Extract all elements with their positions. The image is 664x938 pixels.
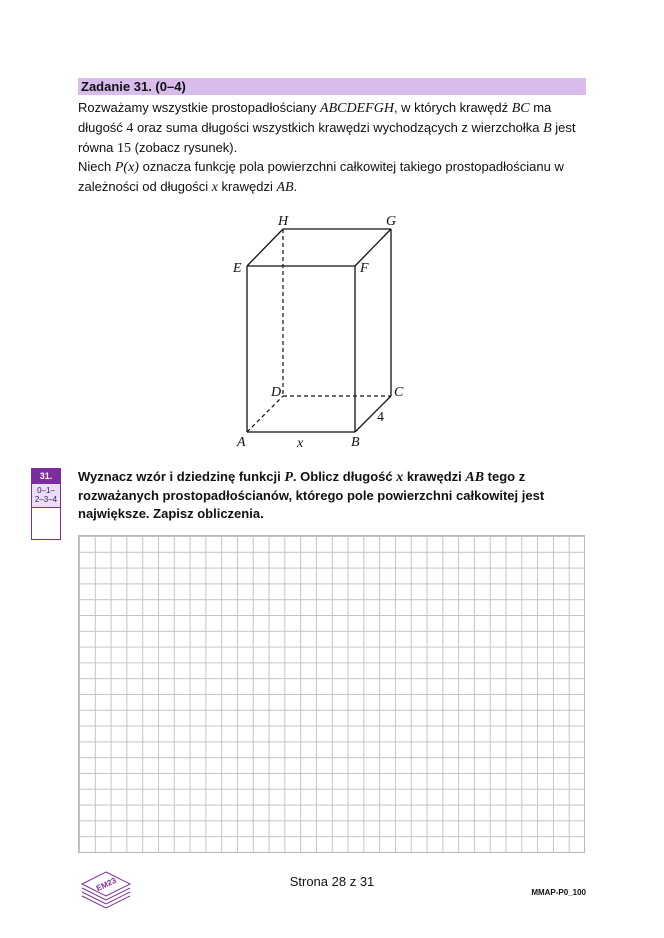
document-code: MMAP-P0_100	[531, 888, 586, 897]
label-c: C	[394, 385, 404, 400]
text: Wyznacz wzór i dziedzinę funkcji	[78, 469, 285, 484]
math-edge-ab: AB	[276, 180, 294, 195]
label-d: D	[271, 385, 282, 400]
logo-layer	[82, 896, 130, 908]
answer-grid[interactable]	[78, 535, 585, 853]
text: Rozważamy wszystkie prostopadłościany	[78, 100, 321, 115]
text: ma długość	[78, 100, 552, 135]
logo-layer	[82, 888, 130, 900]
label-f: F	[360, 261, 369, 276]
math-x: x	[211, 180, 218, 195]
text: .	[293, 179, 298, 194]
math-fifteen: 15	[117, 141, 132, 156]
math-function-p: P	[284, 470, 293, 485]
text: tego z rozważanych prostopadłościanów, którego pole powierzchni całkowitej jest największe. Zapisz obliczenia.	[78, 469, 545, 521]
label-e: E	[233, 261, 242, 276]
math-vertex-b: B	[543, 121, 552, 136]
text: Niech	[78, 159, 115, 174]
text: . Oblicz długość	[292, 469, 397, 484]
edge-eh	[247, 229, 283, 266]
math-x: x	[396, 470, 404, 485]
task-header: Zadanie 31. (0–4)	[78, 78, 586, 95]
task-command	[78, 468, 588, 523]
label-x: x	[297, 436, 304, 451]
text: oraz suma długości wszystkich krawędzi wychodzących z wierzchołka	[133, 120, 544, 135]
task-function-paragraph	[78, 157, 588, 197]
edge-ad	[247, 396, 283, 432]
math-edge-ab: AB	[465, 470, 485, 485]
label-h: H	[278, 214, 289, 229]
logo-text: EM23	[94, 875, 118, 894]
label-b: B	[351, 435, 360, 450]
text: krawędzi	[403, 469, 466, 484]
text: jest równa	[78, 120, 576, 155]
score-box	[31, 468, 61, 540]
math-four: 4	[126, 121, 134, 136]
edge-bc	[355, 396, 391, 432]
score-scale	[32, 484, 60, 508]
label-bc-length: 4	[377, 410, 384, 425]
logo-layer	[82, 892, 130, 904]
task-intro-paragraph	[78, 98, 588, 158]
math-cuboid: ABCDEFGH	[320, 101, 394, 116]
label-g: G	[386, 214, 397, 229]
score-scale-line: 2–3–4	[34, 495, 58, 504]
text: , w których krawędź	[393, 100, 512, 115]
math-function-p: P(x)	[114, 160, 139, 175]
text: (zobacz rysunek).	[131, 140, 238, 155]
text: oznacza funkcję pola powierzchni całkowitej takiego prostopadłościanu w zależności od długości	[78, 159, 564, 194]
score-task-number: 31.	[32, 469, 60, 484]
math-edge-bc: BC	[511, 101, 530, 116]
score-scale-line: 0–1–	[37, 486, 55, 495]
label-a: A	[237, 435, 246, 450]
page-number: Strona 28 z 31	[289, 874, 375, 889]
cuboid-figure	[225, 210, 425, 455]
text: krawędzi	[217, 179, 277, 194]
